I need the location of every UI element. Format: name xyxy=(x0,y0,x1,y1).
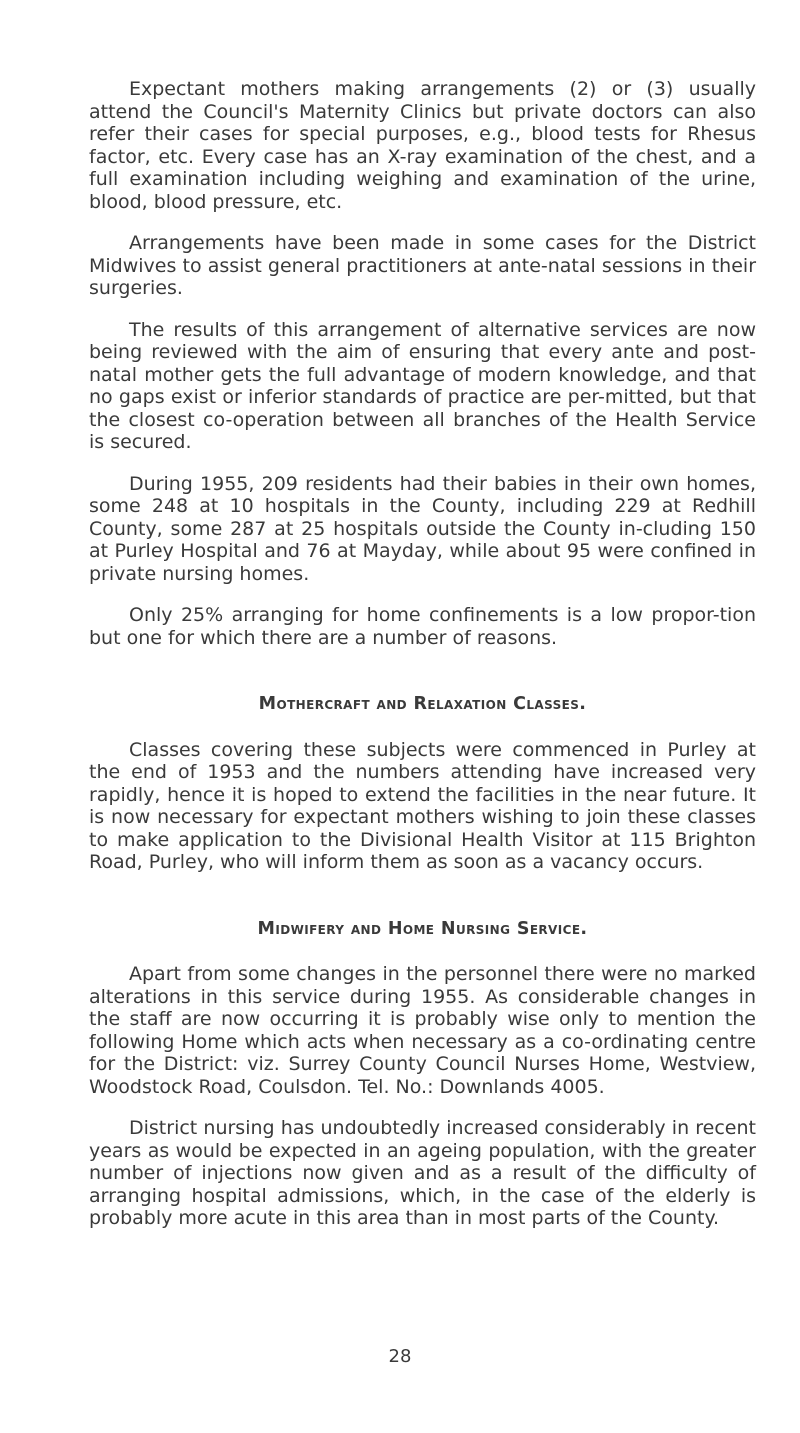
paragraph-mothercraft-classes: Classes covering these subjects were commenced in Purley at the end of 1953 and the numbers attending have increased very rapidly, hence it is hoped to extend the facilities in the near future. It is now necessary for expectant mothers wishing to join these classes to make application to the Divisional Health Visitor at 115 Brighton Road, Purley, who will inform them as soon as a vacancy occurs. xyxy=(89,738,756,873)
paragraph-births-1955: During 1955, 209 residents had their babies in their own homes, some 248 at 10 hospitals in the County, including 229 at Redhill County, some 287 at 25 hospitals outside the County in-cluding 150 at Purley Hospital and 76 at Mayday, while about 95 were confined in private nursing homes. xyxy=(89,472,756,585)
paragraph-alternative-services: The results of this arrangement of alternative services are now being reviewed with the aim of ensuring that every ante and post-natal mother gets the full advantage of modern knowledge, and that no gaps exist or inferior standards of practice are per-mitted, but that the closest co-operation between all branches of the Health Service is secured. xyxy=(89,318,756,453)
section-spacer xyxy=(89,893,756,918)
paragraph-home-confinements: Only 25% arranging for home confinements is a low propor-tion but one for which there are a number of reasons. xyxy=(89,604,756,649)
paragraph-maternity-clinics: Expectant mothers making arrangements (2) or (3) usually attend the Council's Maternity Clinics but private doctors can also refer their cases for special purposes, e.g., blood tests for Rhesus factor, etc. Every case has an X-ray examination of the chest, and a full examination including weighing and examination of the urine, blood, blood pressure, etc. xyxy=(89,78,756,213)
section-spacer xyxy=(89,668,756,693)
heading-mothercraft: Mothercraft and Relaxation Classes. xyxy=(258,694,587,714)
page-number: 28 xyxy=(388,1346,412,1367)
paragraph-personnel-changes: Apart from some changes in the personnel there were no marked alterations in this service during 1955. As considerable changes in the staff are now occurring it is probably wise only to mention the following Home which acts when necessary as a co-ordinating centre for the District: viz. Surrey County Council Nurses Home, Westview, Woodstock Road, Coulsdon. Tel. No.: Downlands 4005. xyxy=(89,963,756,1098)
paragraph-district-midwives: Arrangements have been made in some cases for the District Midwives to assist general practitioners at ante-natal sessions in their surgeries. xyxy=(89,232,756,299)
paragraph-district-nursing: District nursing has undoubtedly increased considerably in recent years as would be expected in an ageing population, with the greater number of injections now given and as a result of the difficulty of arranging hospital admissions, which, in the case of the elderly is probably more acute in this area than in most parts of the County. xyxy=(89,1117,756,1229)
heading-midwifery: Midwifery and Home Nursing Service. xyxy=(257,918,588,939)
